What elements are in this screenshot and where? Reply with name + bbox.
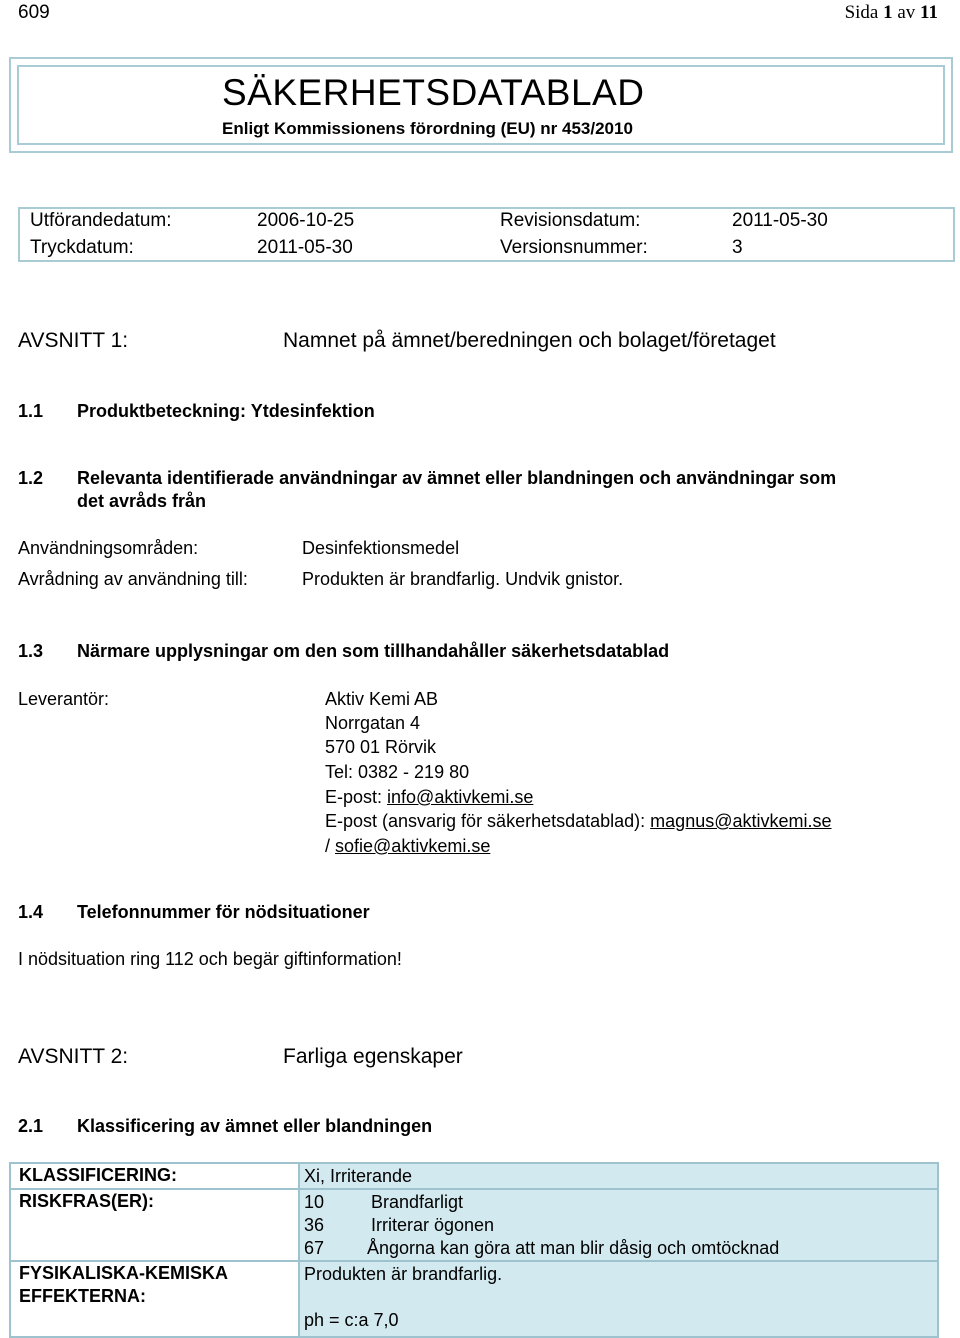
- page-indicator: [845, 2, 938, 24]
- section1-title: Namnet på ämnet/beredningen och bolaget/företaget: [283, 329, 776, 352]
- email2-link[interactable]: magnus@aktivkemi.se: [650, 811, 832, 831]
- page-prefix: Sida: [844, 2, 879, 23]
- use-value: Desinfektionsmedel: [302, 538, 460, 558]
- advice-value: Produkten är brandfarlig. Undvik gnistor.: [302, 569, 624, 589]
- risk-text-2: Irriterar ögonen: [371, 1215, 495, 1235]
- use-label: Användningsområden:: [18, 538, 199, 558]
- dates-box: [18, 207, 955, 262]
- email3-prefix: /: [325, 836, 336, 856]
- risk-label: RISKFRAS(ER):: [19, 1191, 154, 1211]
- s1-3-heading: Närmare upplysningar om den som tillhandahåller säkerhetsdatablad: [77, 641, 670, 661]
- advice-label: Avrådning av användning till:: [18, 569, 248, 589]
- s1-2-number: 1.2: [18, 468, 44, 488]
- s1-4-number: 1.4: [18, 902, 44, 922]
- email3-link[interactable]: sofie@aktivkemi.se: [335, 836, 491, 856]
- classification-label: KLASSIFICERING:: [19, 1165, 178, 1185]
- classification-table: [9, 1162, 939, 1338]
- s1-4-heading: Telefonnummer för nödsituationer: [77, 902, 370, 922]
- supplier-label: Leverantör:: [18, 689, 110, 709]
- page-sep: av: [897, 2, 916, 23]
- page-current: 1: [883, 2, 893, 23]
- revision-label: Revisionsdatum:: [500, 210, 641, 231]
- email-link[interactable]: info@aktivkemi.se: [387, 787, 534, 807]
- s1-3-number: 1.3: [18, 641, 44, 661]
- s1-1-number: 1.1: [18, 401, 44, 421]
- page-total: 11: [920, 2, 938, 23]
- supplier-city: 570 01 Rörvik: [325, 737, 437, 757]
- section2-label: AVSNITT 2:: [18, 1045, 129, 1068]
- s2-1-heading: Klassificering av ämnet eller blandningen: [77, 1116, 433, 1136]
- supplier-name: Aktiv Kemi AB: [325, 689, 439, 709]
- sds-email-line: [325, 811, 832, 832]
- classification-value: Xi, Irriterande: [304, 1166, 413, 1186]
- emergency-text: I nödsituation ring 112 och begär giftinformation!: [18, 949, 402, 969]
- print-value: 2011-05-30: [257, 237, 353, 258]
- phys-label-line1: FYSIKALISKA-KEMISKA: [19, 1263, 229, 1283]
- risk-text-1: Brandfarligt: [371, 1192, 464, 1212]
- email-prefix: E-post:: [325, 787, 388, 807]
- phys-value-2: ph = c:a 7,0: [304, 1310, 399, 1330]
- page-number: 609: [18, 2, 50, 23]
- version-value: 3: [732, 237, 743, 258]
- email2-prefix: E-post (ansvarig för säkerhetsdatablad):: [325, 811, 651, 831]
- supplier-phone: Tel: 0382 - 219 80: [325, 762, 470, 782]
- s2-1-number: 2.1: [18, 1116, 44, 1136]
- revision-value: 2011-05-30: [732, 210, 828, 231]
- risk-code-3: 67: [304, 1238, 325, 1258]
- risk-code-2: 36: [304, 1215, 325, 1235]
- section1-label: AVSNITT 1:: [18, 329, 129, 352]
- s1-2-heading-line2: det avråds från: [77, 491, 207, 511]
- section2-title: Farliga egenskaper: [283, 1045, 463, 1068]
- s1-2-heading-line1: Relevanta identifierade användningar av ämnet eller blandningen och användningar som: [77, 468, 837, 488]
- sds-email2-line: [325, 836, 490, 857]
- phys-label-line2: EFFEKTERNA:: [19, 1286, 146, 1306]
- s1-1-heading: Produktbeteckning: Ytdesinfektion: [77, 401, 375, 421]
- created-label: Utförandedatum:: [30, 210, 172, 231]
- supplier-email-line: [325, 787, 533, 808]
- risk-code-1: 10: [304, 1192, 325, 1212]
- version-label: Versionsnummer:: [500, 237, 648, 258]
- document-title: SÄKERHETSDATABLAD: [222, 72, 645, 113]
- risk-text-3: Ångorna kan göra att man blir dåsig och omtöcknad: [367, 1238, 780, 1258]
- supplier-street: Norrgatan 4: [325, 713, 421, 733]
- regulation-subtitle: Enligt Kommissionens förordning (EU) nr 453/2010: [222, 119, 633, 138]
- phys-value-1: Produkten är brandfarlig.: [304, 1264, 503, 1284]
- print-label: Tryckdatum:: [30, 237, 134, 258]
- created-value: 2006-10-25: [257, 210, 355, 231]
